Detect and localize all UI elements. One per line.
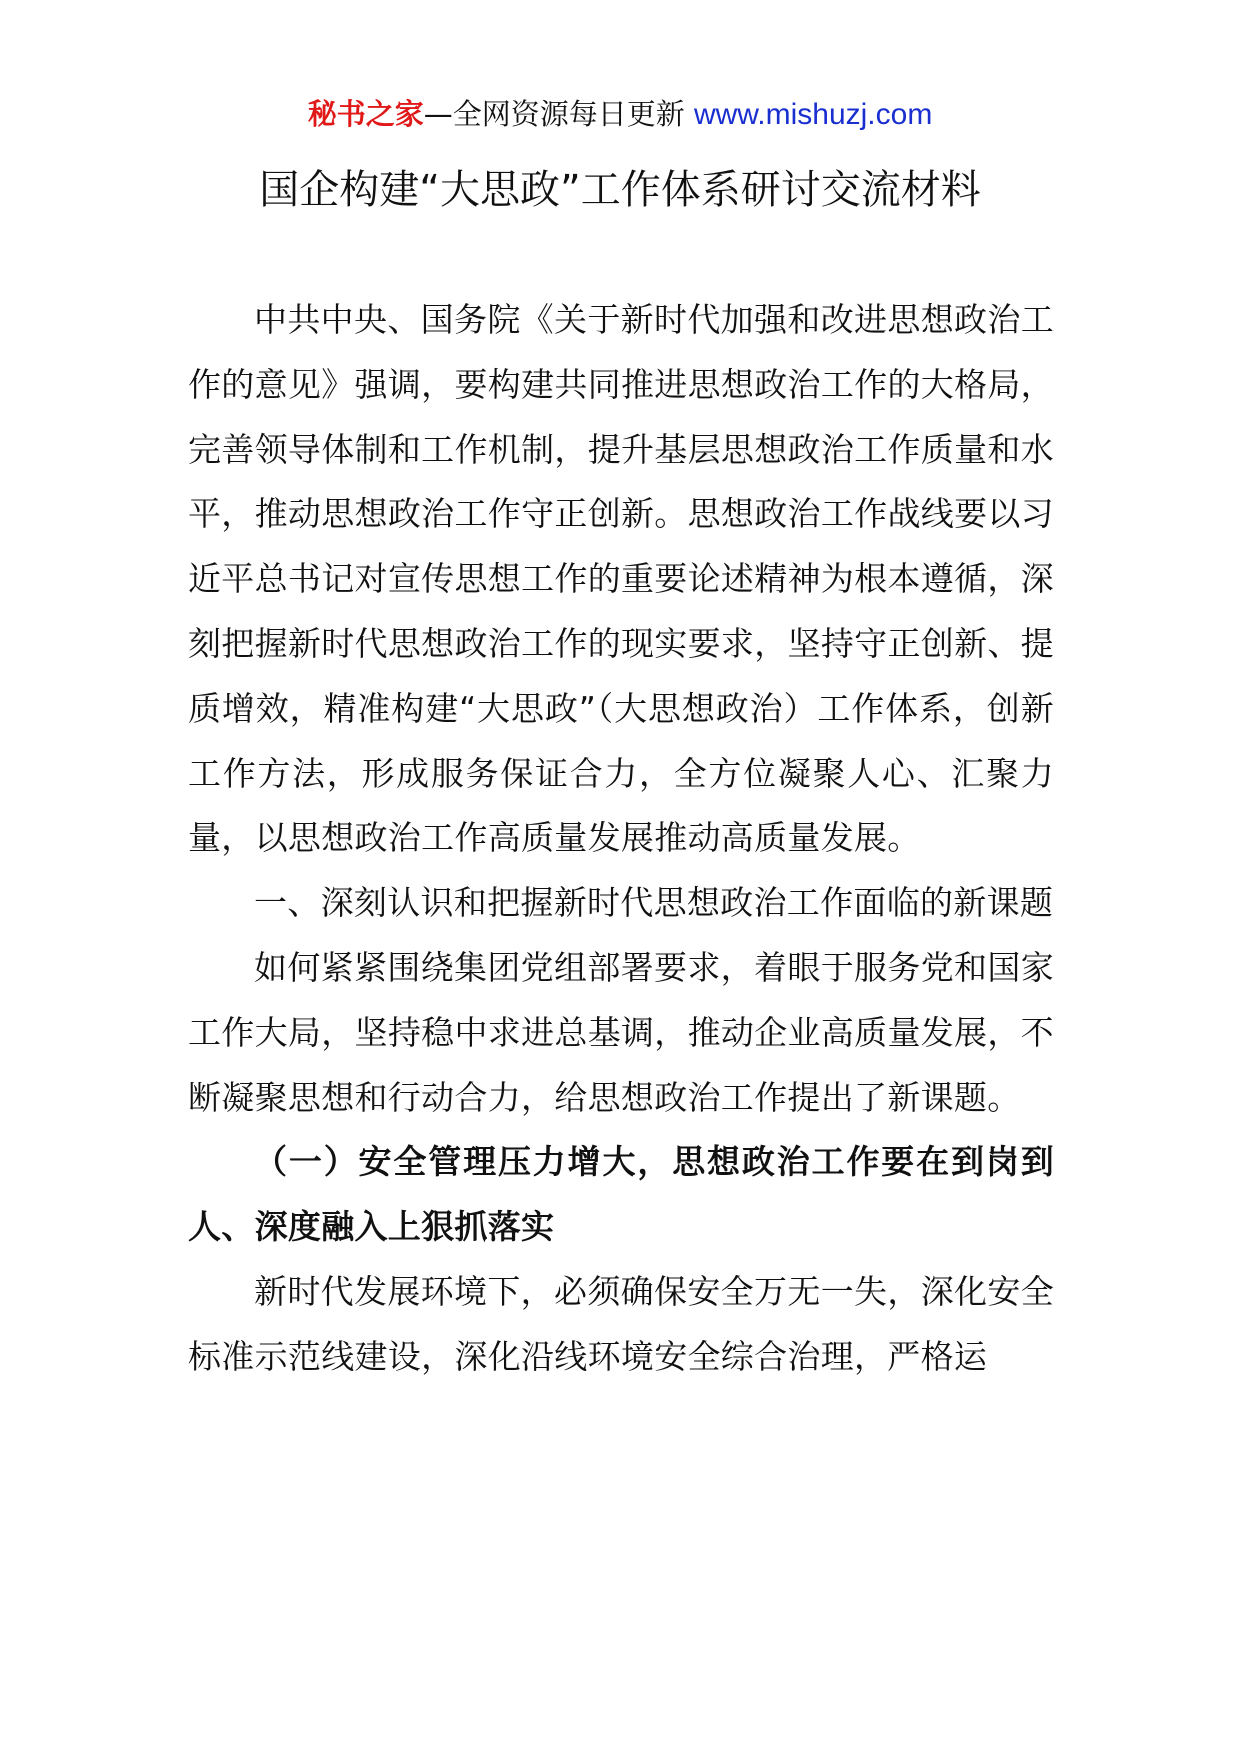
paragraph-subsection-1: 新时代发展环境下，必须确保安全万无一失，深化安全标准示范线建设，深化沿线环境安全综合治理，严格运: [188, 1271, 1054, 1376]
paragraph-section-1: 如何紧紧围绕集团党组部署要求，着眼于服务党和国家工作大局，坚持稳中求进总基调，推动企业高质量发展，不断凝聚思想和行动合力，给思想政治工作提出了新课题。: [188, 947, 1054, 1117]
site-url-link[interactable]: www.mishuzj.com: [693, 98, 933, 131]
paragraph-intro: 中共中央、国务院《关于新时代加强和改进思想政治工作的意见》强调，要构建共同推进思想政治工作的大格局，完善领导体制和工作机制，提升基层思想政治工作质量和水平，推动思想政治工作守正创新。思想政治工作战线要以习近平总书记对宣传思想工作的重要论述精神为根本遵循，深刻把握新时代思想政治工作的现实要求，坚持守正创新、提质增效，精准构建“大思政”（大思想政治）工作体系，创新工作方法，形成服务保证合力，全方位凝聚人心、汇聚力量，以思想政治工作高质量发展推动高质量发展。: [188, 300, 1054, 858]
subsection-heading-1: （一）安全管理压力增大，思想政治工作要在到岗到人、深度融入上狠抓落实: [188, 1142, 1054, 1247]
document-title: 国企构建“大思政”工作体系研讨交流材料: [259, 167, 981, 213]
header-tagline: —全网资源每日更新: [423, 97, 685, 131]
document-body: [188, 288, 1054, 1390]
brand-name: 秘书之家: [307, 97, 424, 131]
section-heading-1: 一、深刻认识和把握新时代思想政治工作面临的新课题: [254, 883, 1054, 923]
site-header: [0, 94, 1240, 135]
